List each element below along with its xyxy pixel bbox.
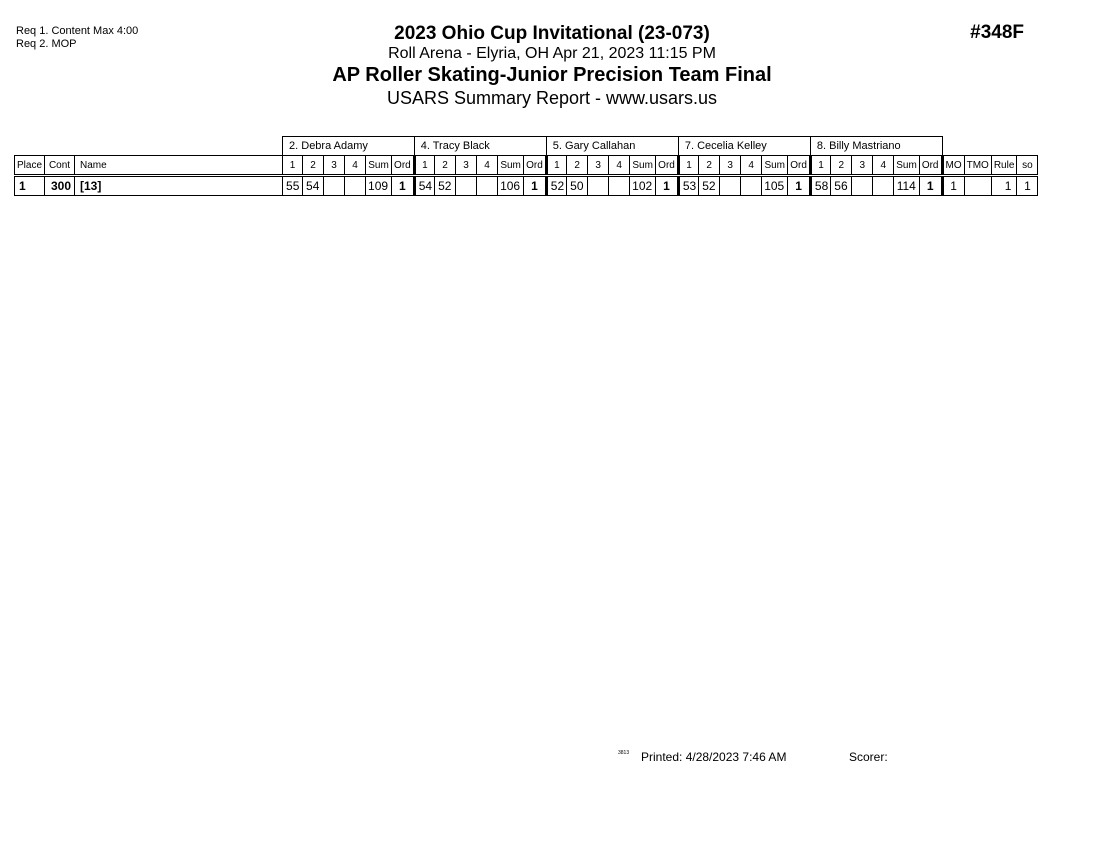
sum-cell: 109 [366,176,392,196]
judge-header-row [15,137,1038,156]
results-table [14,136,1038,196]
table-row [15,176,1038,196]
score-cell [609,176,630,196]
col-header-score-3: 3 [720,156,741,176]
score-cell [720,176,741,196]
col-header-ord: Ord [524,156,547,176]
col-header-sum: Sum [762,156,788,176]
sum-cell: 102 [630,176,656,196]
cont-cell: 300 [45,176,75,196]
ord-cell: 1 [788,176,811,196]
mo-cell: 1 [942,176,964,196]
col-header-score-4: 4 [477,156,498,176]
score-cell: 55 [283,176,303,196]
score-cell: 52 [699,176,720,196]
requirements-list [16,25,138,51]
ord-cell: 1 [919,176,942,196]
so-cell: 1 [1017,176,1038,196]
col-header-score-2: 2 [699,156,720,176]
score-cell: 52 [546,176,566,196]
score-cell: 54 [414,176,434,196]
col-header-ord: Ord [656,156,679,176]
col-header-score-3: 3 [588,156,609,176]
score-cell: 52 [435,176,456,196]
sum-cell: 114 [894,176,920,196]
col-header-rule: Rule [991,156,1017,176]
col-header-score-4: 4 [873,156,894,176]
col-header-score-1: 1 [414,156,434,176]
venue-datetime: Roll Arena - Elyria, OH Apr 21, 2023 11:15 PM [388,45,716,62]
ord-cell: 1 [656,176,679,196]
ord-cell: 1 [392,176,415,196]
score-cell [873,176,894,196]
score-cell: 50 [567,176,588,196]
col-header-score-1: 1 [283,156,303,176]
col-header-sum: Sum [894,156,920,176]
report-header [300,22,804,109]
score-cell [852,176,873,196]
event-title: AP Roller Skating-Junior Precision Team Final [332,64,772,86]
col-header-tmo: TMO [964,156,991,176]
col-header-score-2: 2 [831,156,852,176]
judge-name: 2. Debra Adamy [283,137,415,156]
report-subtitle: USARS Summary Report - www.usars.us [386,88,718,108]
judge-name: 5. Gary Callahan [546,137,678,156]
requirement-item: Req 2. MOP [16,38,77,50]
col-header-place: Place [15,156,45,176]
column-header-row [15,156,1038,176]
col-header-score-1: 1 [546,156,566,176]
judge-name: 8. Billy Mastriano [810,137,942,156]
col-header-ord: Ord [392,156,415,176]
competition-title: 2023 Ohio Cup Invitational (23-073) [394,23,710,44]
score-cell [588,176,609,196]
judge-name: 4. Tracy Black [414,137,546,156]
col-header-score-1: 1 [810,156,830,176]
col-header-sum: Sum [498,156,524,176]
col-header-name: Name [75,156,283,176]
blank-cell [942,137,1038,156]
col-header-score-4: 4 [741,156,762,176]
col-header-score-3: 3 [324,156,345,176]
col-header-score-2: 2 [567,156,588,176]
col-header-score-4: 4 [609,156,630,176]
ord-cell: 1 [524,176,547,196]
score-cell [741,176,762,196]
sum-cell: 105 [762,176,788,196]
requirement-item: Req 1. Content Max 4:00 [16,25,139,37]
score-cell [456,176,477,196]
judge-name: 7. Cecelia Kelley [678,137,810,156]
score-cell [477,176,498,196]
blank-cell [15,137,283,156]
col-header-sum: Sum [366,156,392,176]
col-header-mo: MO [942,156,964,176]
col-header-score-2: 2 [435,156,456,176]
printed-timestamp: Printed: 4/28/2023 7:46 AM [641,750,787,764]
col-header-score-3: 3 [852,156,873,176]
score-cell: 53 [678,176,698,196]
place-cell: 1 [15,176,45,196]
rule-cell: 1 [991,176,1017,196]
col-header-so: so [1017,156,1038,176]
col-header-ord: Ord [788,156,811,176]
event-code: #348F [970,22,1024,43]
name-cell: [13] [75,176,283,196]
col-header-sum: Sum [630,156,656,176]
tmo-cell [964,176,991,196]
score-cell: 56 [831,176,852,196]
col-header-score-1: 1 [678,156,698,176]
score-cell [324,176,345,196]
scorer-label: Scorer: [849,750,888,764]
score-cell [345,176,366,196]
score-cell: 58 [810,176,830,196]
footer-code: 3813 [618,750,630,756]
sum-cell: 106 [498,176,524,196]
col-header-score-2: 2 [303,156,324,176]
col-header-ord: Ord [919,156,942,176]
col-header-cont: Cont [45,156,75,176]
col-header-score-4: 4 [345,156,366,176]
score-cell: 54 [303,176,324,196]
col-header-score-3: 3 [456,156,477,176]
